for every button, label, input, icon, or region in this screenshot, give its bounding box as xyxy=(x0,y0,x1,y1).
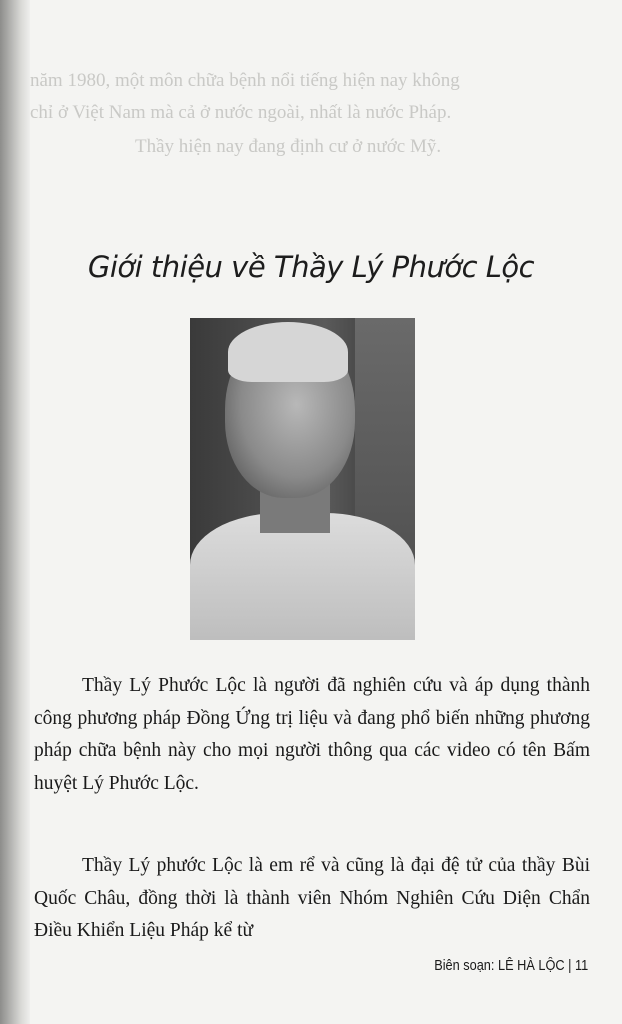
paragraph-text: Thầy Lý phước Lộc là em rể và cũng là đại đệ tử của thầy Bùi Quốc Châu, đồng thời là thành viên Nhóm Nghiên Cứu Diện Chẩn Điều Khiển Liệu Pháp kể từ xyxy=(34,855,590,941)
bleed-through-line: Thầy hiện nay đang định cư ở nước Mỹ. xyxy=(135,136,442,157)
footer-separator: | xyxy=(567,957,572,974)
paragraph-2 xyxy=(34,850,590,948)
page-gutter xyxy=(0,0,30,1024)
paragraph-text: Thầy Lý Phước Lộc là người đã nghiên cứu và áp dụng thành công phương pháp Đồng Ứng trị liệu và đang phổ biến những phương pháp chữa bệnh này cho mọi người thông qua các video có tên Bấm huyệt Lý Phước Lộc. xyxy=(34,675,590,794)
bleed-through-line: năm 1980, một môn chữa bệnh nổi tiếng hiện nay không xyxy=(30,70,460,91)
page-number: 11 xyxy=(574,957,588,974)
portrait-photo xyxy=(190,318,415,640)
paragraph-1 xyxy=(34,670,590,800)
page-footer xyxy=(434,957,588,974)
footer-author: Biên soạn: LÊ HÀ LỘC xyxy=(433,957,565,974)
section-title: Giới thiệu về Thầy Lý Phước Lộc xyxy=(87,250,535,284)
bleed-through-line: chỉ ở Việt Nam mà cả ở nước ngoài, nhất là nước Pháp. xyxy=(30,102,452,123)
